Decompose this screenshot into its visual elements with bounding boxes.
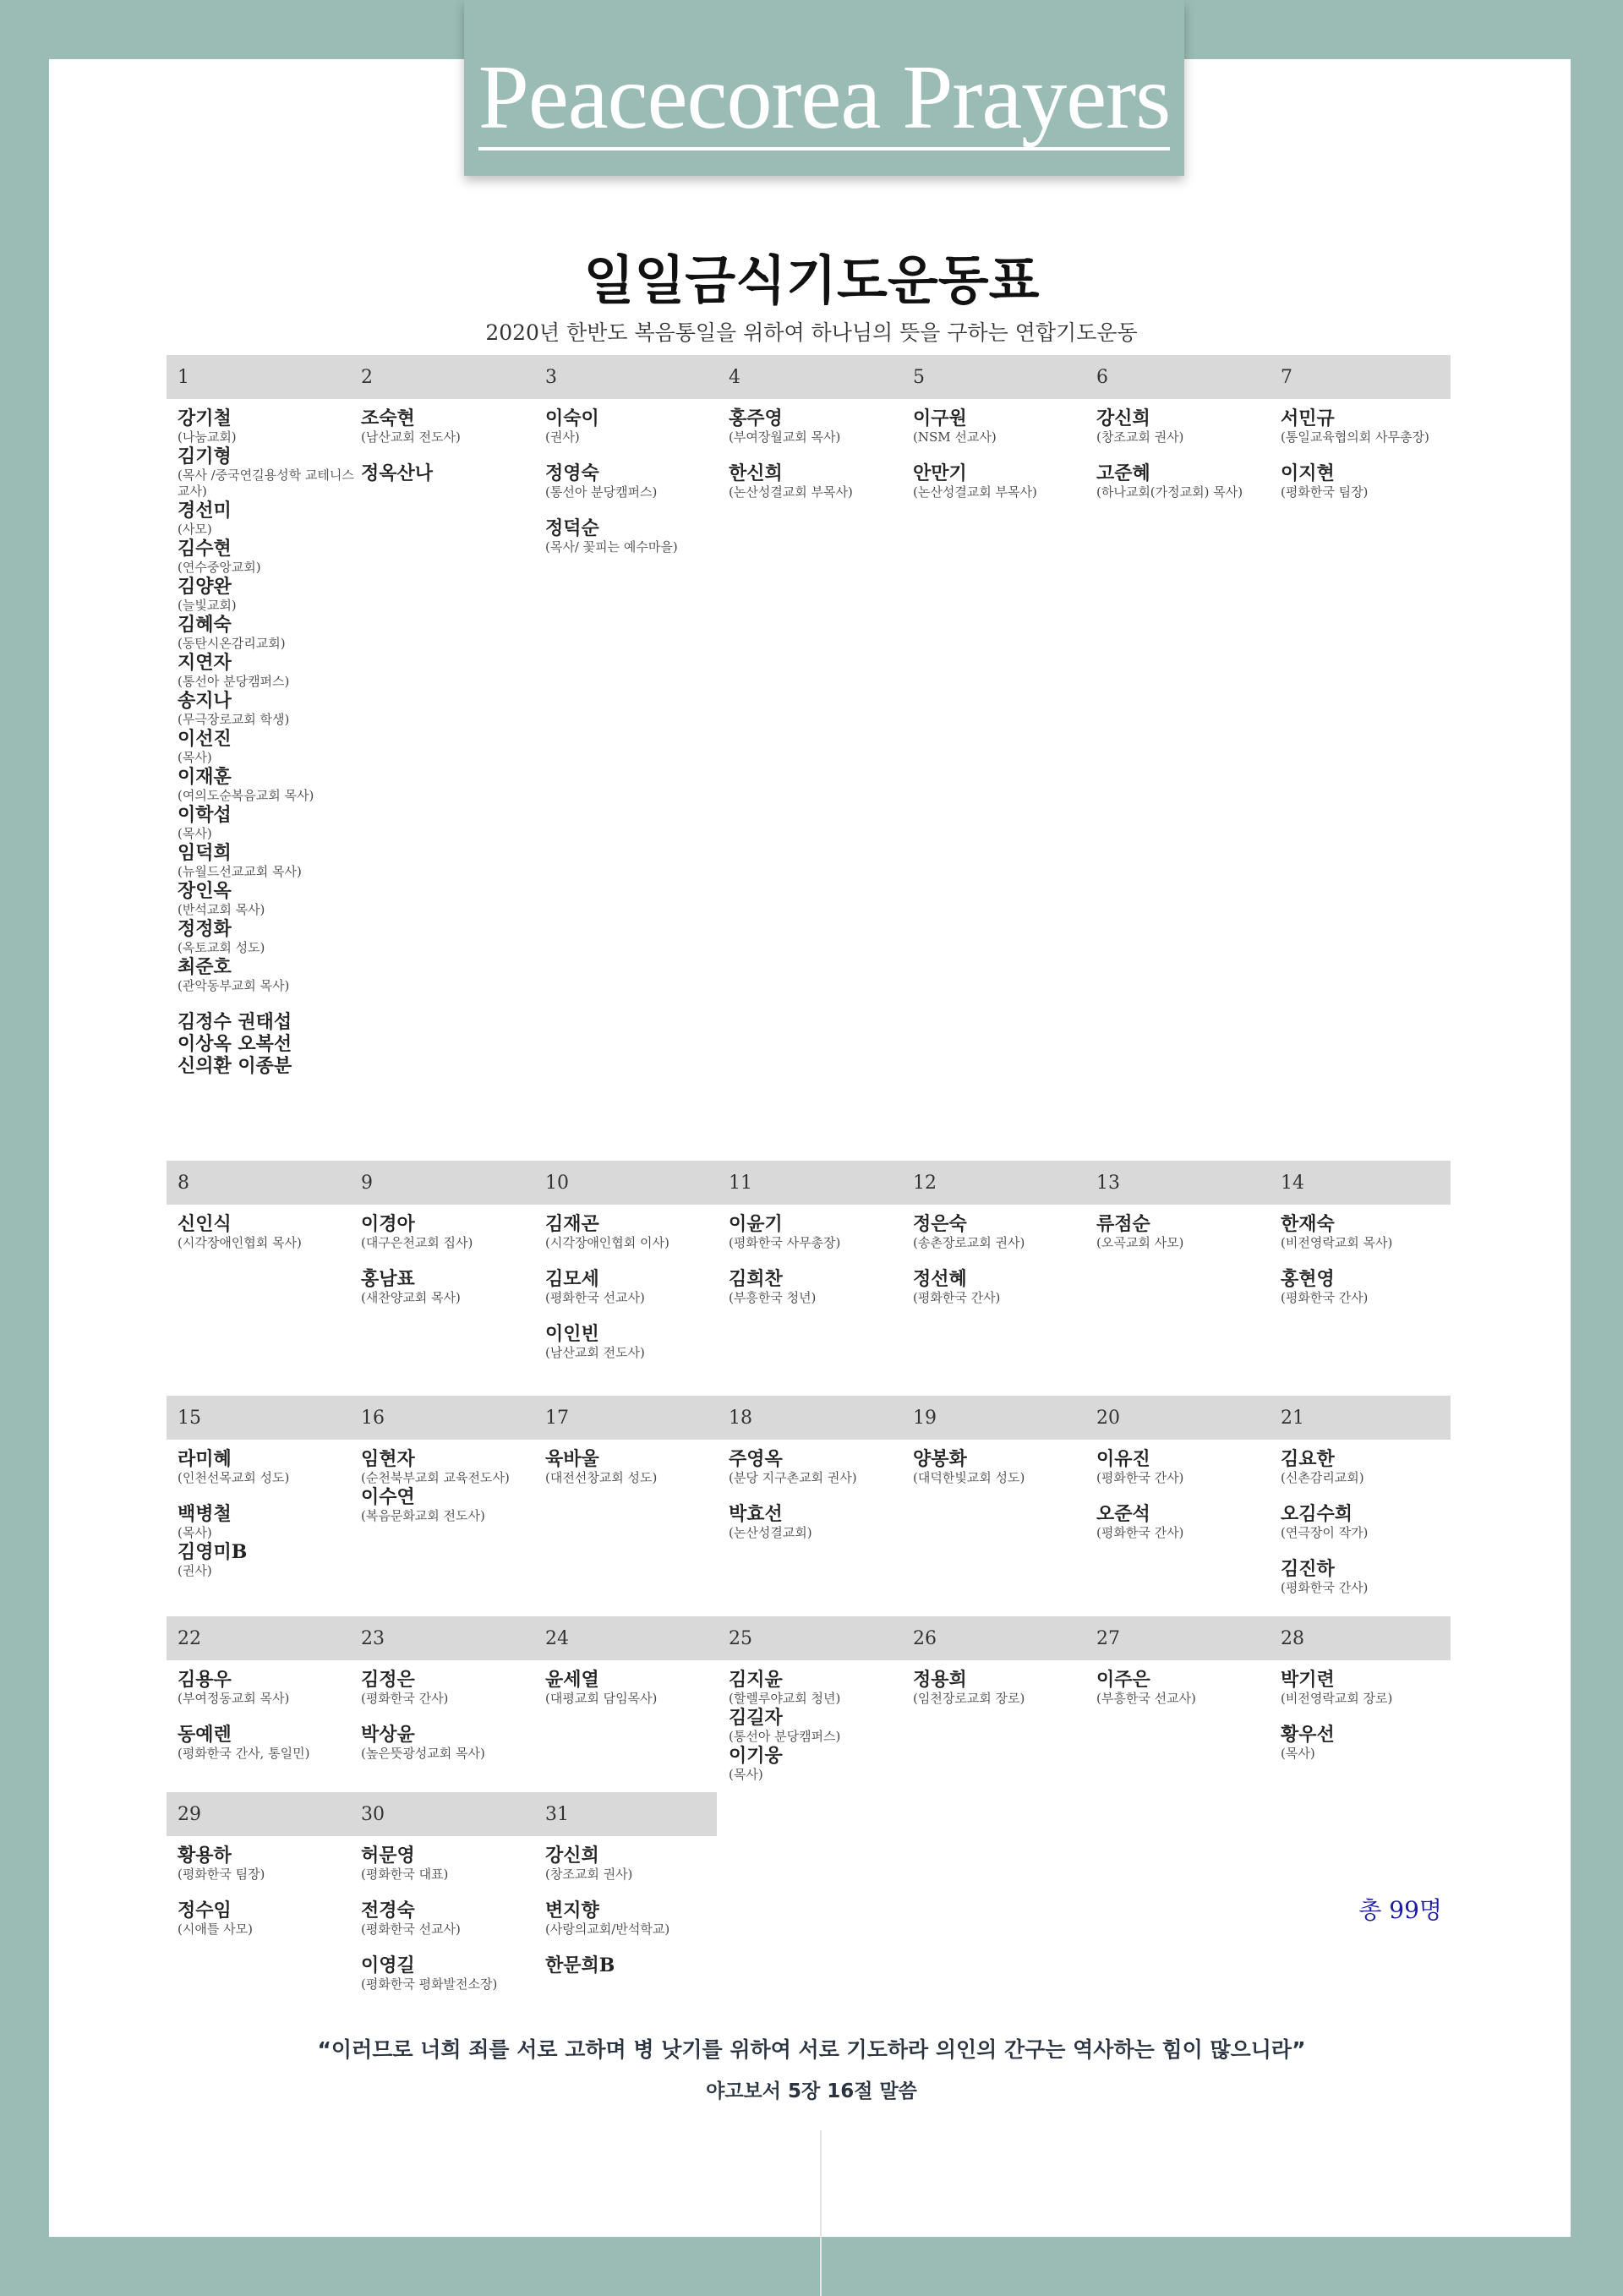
person-name: 송지나	[178, 690, 232, 712]
person-name: 백병철	[178, 1503, 232, 1525]
person-role: (인천선목교회 성도)	[178, 1470, 290, 1485]
person-name: 김지윤	[729, 1669, 783, 1691]
person-name: 홍주영	[729, 407, 783, 429]
entry-gap	[545, 446, 723, 462]
person-name: 김길자	[729, 1707, 783, 1729]
day-column	[1281, 1213, 1458, 1306]
day-number: 31	[545, 1804, 569, 1825]
person-role: (동탄시온감리교회)	[178, 636, 286, 651]
person-name: 이숙이	[545, 407, 599, 429]
day-number: 14	[1281, 1173, 1304, 1194]
day-column	[729, 1213, 906, 1306]
person-role: (남산교회 전도사)	[545, 1345, 645, 1360]
day-column	[361, 1845, 538, 1993]
person-name: 허문영	[361, 1845, 415, 1867]
person-role: (할렐루야교회 청년)	[729, 1691, 841, 1706]
person-role: (통선아 분당캠퍼스)	[178, 674, 290, 689]
person-name: 이기웅	[729, 1745, 783, 1767]
person-name: 양봉화	[913, 1448, 967, 1470]
person-name: 김희찬	[729, 1268, 783, 1290]
entry-gap	[1281, 1251, 1458, 1268]
person-name: 지연자	[178, 652, 232, 674]
entry-gap	[545, 1306, 723, 1323]
entry-gap	[1096, 1486, 1274, 1503]
person-role: (사랑의교회/반석학교)	[545, 1922, 670, 1937]
day-number: 6	[1096, 367, 1108, 388]
person-name: 정덕순	[545, 517, 599, 539]
person-name: 김재곤	[545, 1213, 599, 1235]
week-header	[167, 1792, 717, 1836]
person-role: (평화한국 간사)	[1281, 1580, 1369, 1595]
day-column	[1281, 407, 1458, 500]
entry-gap	[913, 1251, 1090, 1268]
day-column	[913, 1213, 1090, 1306]
person-role: (임천장로교회 장로)	[913, 1691, 1025, 1706]
person-role: (옥토교회 성도)	[178, 940, 265, 955]
entry-gap	[1096, 446, 1274, 462]
day-number: 29	[178, 1804, 201, 1825]
person-name: 고준혜	[1096, 462, 1150, 484]
person-name: 이구원	[913, 407, 967, 429]
day-column	[913, 1669, 1090, 1707]
day-number: 13	[1096, 1173, 1120, 1194]
person-name: 이유진	[1096, 1448, 1150, 1470]
person-role: (평화한국 대표)	[361, 1867, 449, 1882]
person-role: (남산교회 전도사)	[361, 429, 461, 445]
person-name: 이상옥 오복선	[178, 1033, 292, 1055]
person-role: (비전영락교회 목사)	[1281, 1235, 1393, 1250]
person-role: (평화한국 간사, 통일민)	[178, 1746, 310, 1761]
entry-gap	[361, 1707, 538, 1724]
entry-gap	[1281, 1707, 1458, 1724]
day-column	[1281, 1448, 1458, 1596]
day-number: 27	[1096, 1628, 1120, 1649]
person-role: (복음문화교회 전도사)	[361, 1508, 485, 1523]
person-role: (반석교회 목사)	[178, 902, 265, 917]
day-number: 20	[1096, 1408, 1120, 1429]
person-role: (신촌감리교회)	[1281, 1470, 1364, 1485]
person-name: 안만기	[913, 462, 967, 484]
day-number: 8	[178, 1173, 189, 1194]
person-role: (여의도순복음교회 목사)	[178, 788, 314, 803]
person-name: 서민규	[1281, 407, 1335, 429]
day-number: 12	[913, 1173, 937, 1194]
person-role: (논산성결교회 부목사)	[913, 484, 1037, 500]
person-name: 황용하	[178, 1845, 232, 1867]
person-name: 김기형	[178, 446, 232, 467]
person-role: (평화한국 간사)	[361, 1691, 449, 1706]
person-name: 이윤기	[729, 1213, 783, 1235]
person-role: (평화한국 선교사)	[545, 1290, 645, 1305]
person-role: (NSM 선교사)	[913, 429, 997, 445]
person-role: (오곡교회 사모)	[1096, 1235, 1184, 1250]
week-header	[167, 1616, 1451, 1660]
day-number: 22	[178, 1628, 201, 1649]
day-number: 10	[545, 1173, 569, 1194]
day-number: 30	[361, 1804, 385, 1825]
person-role: (새찬양교회 목사)	[361, 1290, 461, 1305]
entry-gap	[178, 1883, 355, 1900]
day-number: 26	[913, 1628, 937, 1649]
person-role: (평화한국 간사)	[913, 1290, 1001, 1305]
person-name: 정수임	[178, 1900, 232, 1922]
person-role: (통선아 분당캠퍼스)	[545, 484, 658, 500]
person-name: 홍남표	[361, 1268, 415, 1290]
entry-gap	[545, 1938, 723, 1954]
person-name: 신의환 이종분	[178, 1055, 292, 1077]
person-role: (목사)	[178, 826, 212, 841]
day-column	[361, 1448, 538, 1524]
entry-gap	[545, 500, 723, 517]
day-column	[178, 1213, 355, 1251]
fold-line	[820, 2130, 822, 2296]
person-role: (무극장로교회 학생)	[178, 712, 290, 727]
entry-gap	[361, 1251, 538, 1268]
person-name: 오김수희	[1281, 1503, 1353, 1525]
entry-gap	[1281, 1541, 1458, 1558]
person-name: 이영길	[361, 1954, 415, 1976]
day-number: 3	[545, 367, 557, 388]
entry-gap	[178, 1707, 355, 1724]
day-column	[361, 407, 538, 484]
person-name: 김혜숙	[178, 614, 232, 636]
day-number: 17	[545, 1408, 569, 1429]
person-role: (논산성결교회 부목사)	[729, 484, 853, 500]
entry-gap	[1281, 1486, 1458, 1503]
brand-banner	[464, 0, 1184, 176]
person-role: (평화한국 선교사)	[361, 1922, 461, 1937]
person-name: 박효선	[729, 1503, 783, 1525]
person-name: 최준호	[178, 956, 232, 978]
entry-gap	[361, 1938, 538, 1954]
day-column	[729, 407, 906, 500]
day-column	[178, 1845, 355, 1938]
person-role: (늘빛교회)	[178, 598, 237, 613]
person-name: 육바울	[545, 1448, 599, 1470]
person-role: (나눔교회)	[178, 429, 237, 445]
day-number: 2	[361, 367, 373, 388]
day-column	[1096, 1448, 1274, 1541]
person-name: 정정화	[178, 918, 232, 940]
entry-gap	[729, 1486, 906, 1503]
verse-source: 야고보서 5장 16절 말씀	[706, 2080, 917, 2102]
person-role: (목사/ 꽃피는 예수마을)	[545, 539, 678, 555]
person-name: 한신희	[729, 462, 783, 484]
person-name: 이재훈	[178, 766, 232, 788]
day-number: 15	[178, 1408, 201, 1429]
person-name: 박상윤	[361, 1724, 415, 1746]
day-column	[545, 1448, 723, 1486]
person-name: 이지현	[1281, 462, 1335, 484]
person-role: (목사 /중국연길용성학 교테니스교사)	[178, 467, 354, 499]
person-name: 이인빈	[545, 1323, 599, 1345]
person-name: 김모세	[545, 1268, 599, 1290]
person-name: 임현자	[361, 1448, 415, 1470]
person-role: (분당 지구촌교회 권사)	[729, 1470, 857, 1485]
day-number: 24	[545, 1628, 569, 1649]
person-role: (대전선창교회 성도)	[545, 1470, 658, 1485]
day-column	[361, 1669, 538, 1762]
day-column	[1096, 1669, 1274, 1707]
person-role: (순천북부교회 교육전도사)	[361, 1470, 510, 1485]
day-number: 19	[913, 1408, 937, 1429]
person-name: 강기철	[178, 407, 232, 429]
person-role: (하나교회(가정교회) 목사)	[1096, 484, 1243, 500]
day-number: 28	[1281, 1628, 1304, 1649]
person-role: (목사)	[729, 1767, 763, 1782]
day-number: 7	[1281, 367, 1292, 388]
week-header	[167, 1396, 1451, 1440]
entry-gap	[729, 1251, 906, 1268]
entry-gap	[361, 1883, 538, 1900]
entry-gap	[913, 446, 1090, 462]
person-role: (권사)	[545, 429, 580, 445]
person-role: (통일교육협의회 사무총장)	[1281, 429, 1429, 445]
person-role: (시각장애인협회 이사)	[545, 1235, 669, 1250]
person-name: 윤세열	[545, 1669, 599, 1691]
person-role: (시애틀 사모)	[178, 1922, 253, 1937]
entry-gap	[545, 1883, 723, 1900]
day-column	[1281, 1669, 1458, 1762]
day-number: 23	[361, 1628, 385, 1649]
day-column	[913, 407, 1090, 500]
person-name: 정용희	[913, 1669, 967, 1691]
entry-gap	[361, 446, 538, 462]
person-role: (평화한국 팀장)	[1281, 484, 1369, 500]
person-name: 김진하	[1281, 1558, 1335, 1580]
person-name: 김요한	[1281, 1448, 1335, 1470]
person-role: (사모)	[178, 522, 212, 537]
person-name: 이선진	[178, 728, 232, 750]
person-name: 전경숙	[361, 1900, 415, 1922]
person-name: 주영옥	[729, 1448, 783, 1470]
person-name: 오준석	[1096, 1503, 1150, 1525]
person-role: (창조교회 권사)	[1096, 429, 1184, 445]
person-name: 강신희	[545, 1845, 599, 1867]
person-name: 김양완	[178, 576, 232, 598]
person-role: (목사)	[1281, 1746, 1315, 1761]
person-name: 이경아	[361, 1213, 415, 1235]
total-count: 총 99명	[1358, 1896, 1442, 1924]
person-name: 류점순	[1096, 1213, 1150, 1235]
day-column	[178, 1669, 355, 1762]
person-role: (부여정동교회 목사)	[178, 1691, 290, 1706]
day-column	[361, 1213, 538, 1306]
day-number: 21	[1281, 1408, 1304, 1429]
person-name: 라미혜	[178, 1448, 232, 1470]
day-number: 4	[729, 367, 740, 388]
person-name: 김정은	[361, 1669, 415, 1691]
person-role: (대덕한빛교회 성도)	[913, 1470, 1025, 1485]
day-number: 5	[913, 367, 925, 388]
entry-gap	[729, 446, 906, 462]
person-role: (논산성결교회)	[729, 1525, 812, 1540]
person-role: (시각장애인협회 목사)	[178, 1235, 302, 1250]
brand-title: Peacecorea Prayers	[478, 52, 1170, 150]
person-role: (대평교회 담임목사)	[545, 1691, 658, 1706]
entry-gap	[1281, 446, 1458, 462]
day-column	[729, 1669, 906, 1783]
day-column	[1096, 407, 1274, 500]
person-name: 변지향	[545, 1900, 599, 1922]
person-role: (창조교회 권사)	[545, 1867, 633, 1882]
person-name: 강신희	[1096, 407, 1150, 429]
person-name: 정선혜	[913, 1268, 967, 1290]
person-name: 정옥산나	[361, 462, 434, 484]
person-role: (연수중앙교회)	[178, 560, 261, 575]
person-name: 김수현	[178, 538, 232, 560]
person-role: (부흥한국 청년)	[729, 1290, 817, 1305]
person-role: (송촌장로교회 권사)	[913, 1235, 1025, 1250]
day-column	[545, 1669, 723, 1707]
day-number: 1	[178, 367, 189, 388]
person-role: (연극장이 작가)	[1281, 1525, 1369, 1540]
day-number: 9	[361, 1173, 373, 1194]
person-name: 신인식	[178, 1213, 232, 1235]
page-subtitle: 2020년 한반도 복음통일을 위하여 하나님의 뜻을 구하는 연합기도운동	[485, 320, 1138, 345]
day-column	[913, 1448, 1090, 1486]
person-role: (관악동부교회 목사)	[178, 978, 290, 993]
day-column	[1096, 1213, 1274, 1251]
person-name: 경선미	[178, 500, 232, 522]
person-name: 장인옥	[178, 880, 232, 902]
person-role: (부흥한국 선교사)	[1096, 1691, 1196, 1706]
person-role: (평화한국 팀장)	[178, 1867, 265, 1882]
person-name: 한재숙	[1281, 1213, 1335, 1235]
person-name: 김용우	[178, 1669, 232, 1691]
day-column	[178, 1448, 355, 1579]
person-role: (평화한국 간사)	[1281, 1290, 1369, 1305]
day-column	[545, 1845, 723, 1976]
week-header	[167, 1161, 1451, 1205]
person-role: (비전영락교회 장로)	[1281, 1691, 1393, 1706]
day-column	[729, 1448, 906, 1541]
person-role: (권사)	[178, 1563, 212, 1578]
day-column	[178, 407, 355, 1077]
person-role: (목사)	[178, 750, 212, 765]
day-column	[545, 407, 723, 555]
person-role: (높은뜻광성교회 목사)	[361, 1746, 485, 1761]
person-name: 한문희B	[545, 1954, 615, 1976]
person-role: (목사)	[178, 1525, 212, 1540]
person-role: (부여장월교회 목사)	[729, 429, 841, 445]
person-role: (평화한국 간사)	[1096, 1470, 1184, 1485]
person-name: 정은숙	[913, 1213, 967, 1235]
bible-verse: “이러므로 너희 죄를 서로 고하며 병 낫기를 위하여 서로 기도하라 의인의 간구는 역사하는 힘이 많으니라”	[317, 2037, 1306, 2062]
person-name: 임덕희	[178, 842, 232, 864]
week-header	[167, 355, 1451, 399]
person-name: 홍현영	[1281, 1268, 1335, 1290]
day-number: 18	[729, 1408, 752, 1429]
person-name: 동예렌	[178, 1724, 232, 1746]
person-name: 김영미B	[178, 1541, 248, 1563]
page-title: 일일금식기도운동표	[583, 249, 1040, 311]
person-role: (평화한국 간사)	[1096, 1525, 1184, 1540]
person-name: 황우선	[1281, 1724, 1335, 1746]
day-number: 25	[729, 1628, 752, 1649]
person-name: 이학섭	[178, 804, 232, 826]
entry-gap	[178, 994, 355, 1011]
person-role: (뉴월드선교교회 목사)	[178, 864, 302, 879]
person-role: (평화한국 사무총장)	[729, 1235, 841, 1250]
person-name: 박기련	[1281, 1669, 1335, 1691]
person-name: 이주은	[1096, 1669, 1150, 1691]
person-role: (평화한국 평화발전소장)	[361, 1976, 498, 1992]
entry-gap	[178, 1486, 355, 1503]
day-number: 11	[729, 1173, 752, 1194]
person-name: 조숙현	[361, 407, 415, 429]
entry-gap	[545, 1251, 723, 1268]
person-name: 정영숙	[545, 462, 599, 484]
day-column	[545, 1213, 723, 1361]
day-number: 16	[361, 1408, 385, 1429]
person-role: (대구은천교회 집사)	[361, 1235, 473, 1250]
person-name: 이수연	[361, 1486, 415, 1508]
person-name: 김정수 권태섭	[178, 1011, 292, 1033]
person-role: (통선아 분당캠퍼스)	[729, 1729, 841, 1744]
